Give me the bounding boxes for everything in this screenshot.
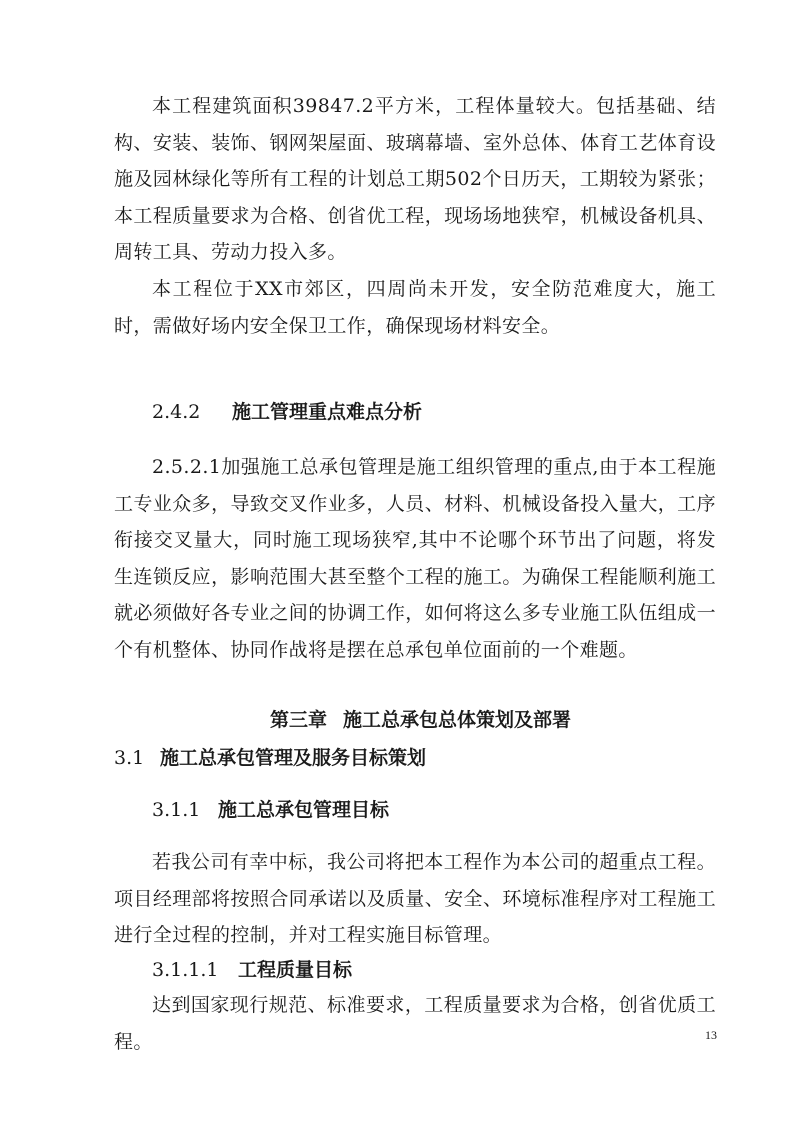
paragraph-management-goal: 若我公司有幸中标，我公司将把本工程作为本公司的超重点工程。项目经理部将按照合同承诺以及质量、安全、环境标准程序对工程施工进行全过程的控制，并对工程实施目标管理。 [114,851,716,946]
heading-number: 3.1.1.1 [152,959,219,981]
heading-title: 施工总承包管理及服务目标策划 [160,747,427,769]
paragraph-project-overview: 本工程建筑面积39847.2平方米，工程体量较大。包括基础、结构、安装、装饰、钢网架屋面、玻璃幕墙、室外总体、体育工艺体育设施及园林绿化等所有工程的计划总工期502个日历天，工期较为紧张；本工程质量要求为合格、创省优工程，现场场地狭窄，机械设备机具、周转工具、劳动力投入多。 [114,95,716,263]
heading-3-1 [114,744,426,772]
paragraph-quality-goal: 达到国家现行规范、标准要求，工程质量要求为合格，创省优质工程。 [114,994,716,1053]
heading-3-1-1-1 [152,956,352,984]
heading-2-4-2 [152,398,422,426]
heading-number: 3.1.1 [152,799,201,821]
heading-number: 3.1 [114,747,145,769]
heading-title: 工程质量目标 [238,959,353,981]
heading-title: 施工管理重点难点分析 [232,401,423,423]
paragraph-project-location: 本工程位于XX市郊区，四周尚未开发，安全防范难度大，施工时，需做好场内安全保卫工作，确保现场材料安全。 [114,278,716,337]
chapter-3-title [270,706,571,734]
heading-number: 2.4.2 [152,401,201,423]
page-number: 13 [705,1028,717,1042]
chapter-title: 施工总承包总体策划及部署 [343,709,572,731]
paragraph-management-difficulty: 2.5.2.1加强施工总承包管理是施工组织管理的重点,由于本工程施工专业众多，导致交叉作业多，人员、材料、机械设备投入量大，工序衔接交叉量大，同时施工现场狭窄,其中不论哪个环节出了问题，将发生连锁反应，影响范围大甚至整个工程的施工。为确保工程能顺利施工就必须做好各专业之间的协调工作，如何将这么多专业施工队伍组成一个有机整体、协同作战将是摆在总承包单位面前的一个难题。 [114,456,716,661]
heading-title: 施工总承包管理目标 [218,799,390,821]
chapter-number: 第三章 [270,709,328,731]
heading-3-1-1 [152,796,389,824]
